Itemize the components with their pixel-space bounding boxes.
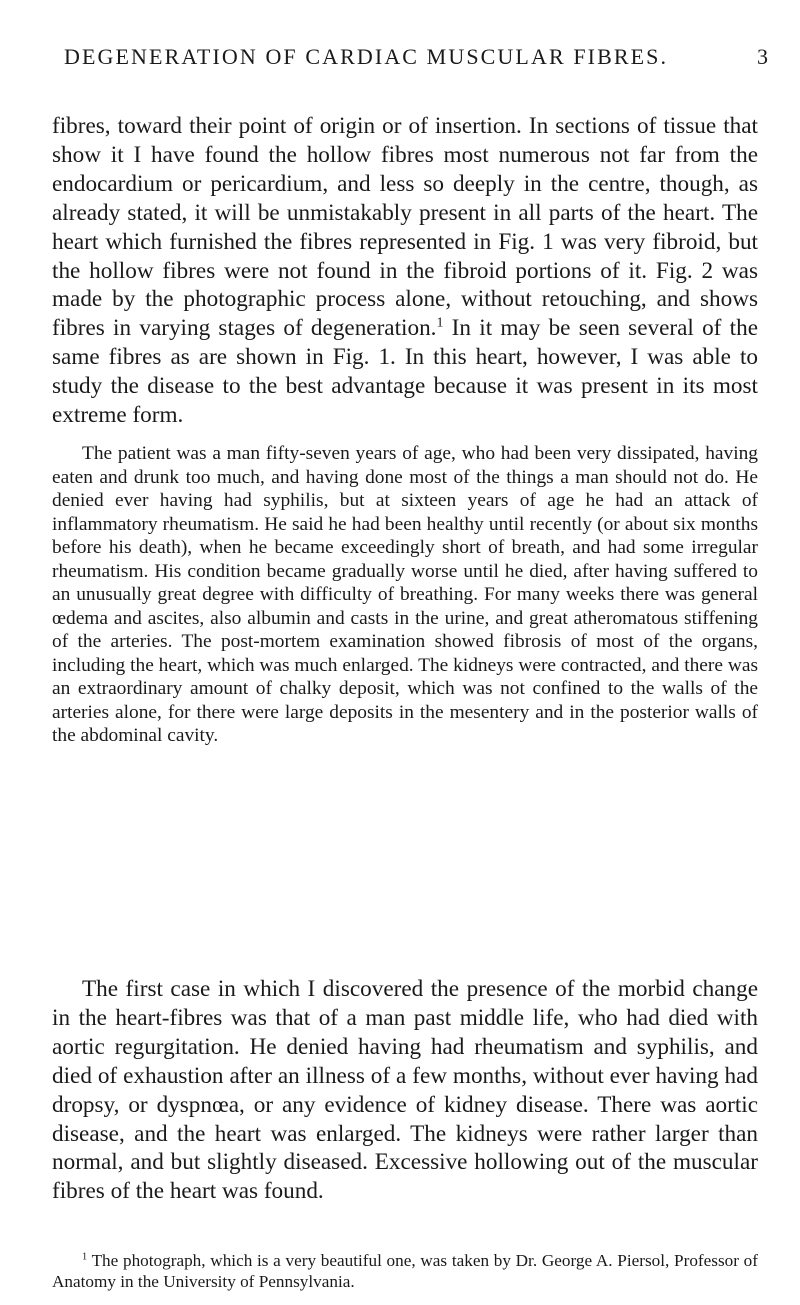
paragraph-text: The patient was a man fifty-seven years of age, who had been very dissipated, having eaten and drunk too much, and having done most of the things a man should not do. He denied ever having had syphilis, but at sixteen years of age he had an attack of inflammatory rheumatism. He said he had been healthy until recently (or about six months before his death), when he became exceedingly short of breath, and had some irregular rheumatism. His condition became gradually worse until he died, after having suffered to an unusually great degree with difficulty of breathing. For many weeks there was general œdema and ascites, also albumin and casts in the urine, and great atheromatous stiffening of the arteries. The post-mortem examination showed fibrosis of most of the organs, including the heart, which was much enlarged. The kidneys were contracted, and there was an extraordinary amount of chalky deposit, which was not confined to the walls of the arteries alone, for there were large deposits in the mesentery and in the posterior walls of the abdominal cavity. [52, 443, 758, 746]
book-page [38, 0, 778, 1305]
page-number: 3 [757, 44, 768, 69]
paragraph-text: The first case in which I discovered the presence of the morbid change in the heart-fibres was that of a man past middle life, who had died with aortic regurgitation. He denied having had rheumatism and syphilis, and died of exhaustion after an illness of a few months, without ever having had dropsy, or dyspnœa, or any evidence of kidney disease. There was aortic disease, and the heart was enlarged. The kidneys were rather larger than normal, and but slightly diseased. Excessive hollowing out of the muscular fibres of the heart was found. [52, 976, 758, 1205]
footnote-reference: 1 [436, 315, 444, 331]
running-head [38, 44, 778, 74]
paragraph-continuation [52, 112, 758, 430]
first-case-paragraph [52, 975, 758, 1206]
paragraph-text: fibres, toward their point of origin or of insertion. In sections of tissue that show it I have found the hollow fibres most numerous not far from the endocardium or pericardium, and less so deeply in the centre, though, as already stated, it will be unmistakably present in all parts of the heart. The heart which furnished the fibres represented in Fig. 1 was very fibroid, but the hollow fibres were not found in the fibroid portions of it. Fig. 2 was made by the photographic process alone, without retouching, and shows fibres in varying stages of degeneration. [52, 113, 758, 342]
footnote-marker: 1 [82, 1251, 88, 1263]
paragraph-text-continued: In it may be seen several of the same fibres as are shown in Fig. 1. In this heart, however, I was able to study the disease to the best advantage because it was present in its most extreme form. [52, 315, 758, 429]
footnote [52, 1250, 758, 1292]
case-report-paragraph [52, 442, 758, 748]
running-title: DEGENERATION OF CARDIAC MUSCULAR FIBRES. [64, 44, 669, 69]
footnote-text: The photograph, which is a very beautiful one, was taken by Dr. George A. Piersol, Professor of Anatomy in the University of Pennsylvania. [52, 1251, 758, 1291]
